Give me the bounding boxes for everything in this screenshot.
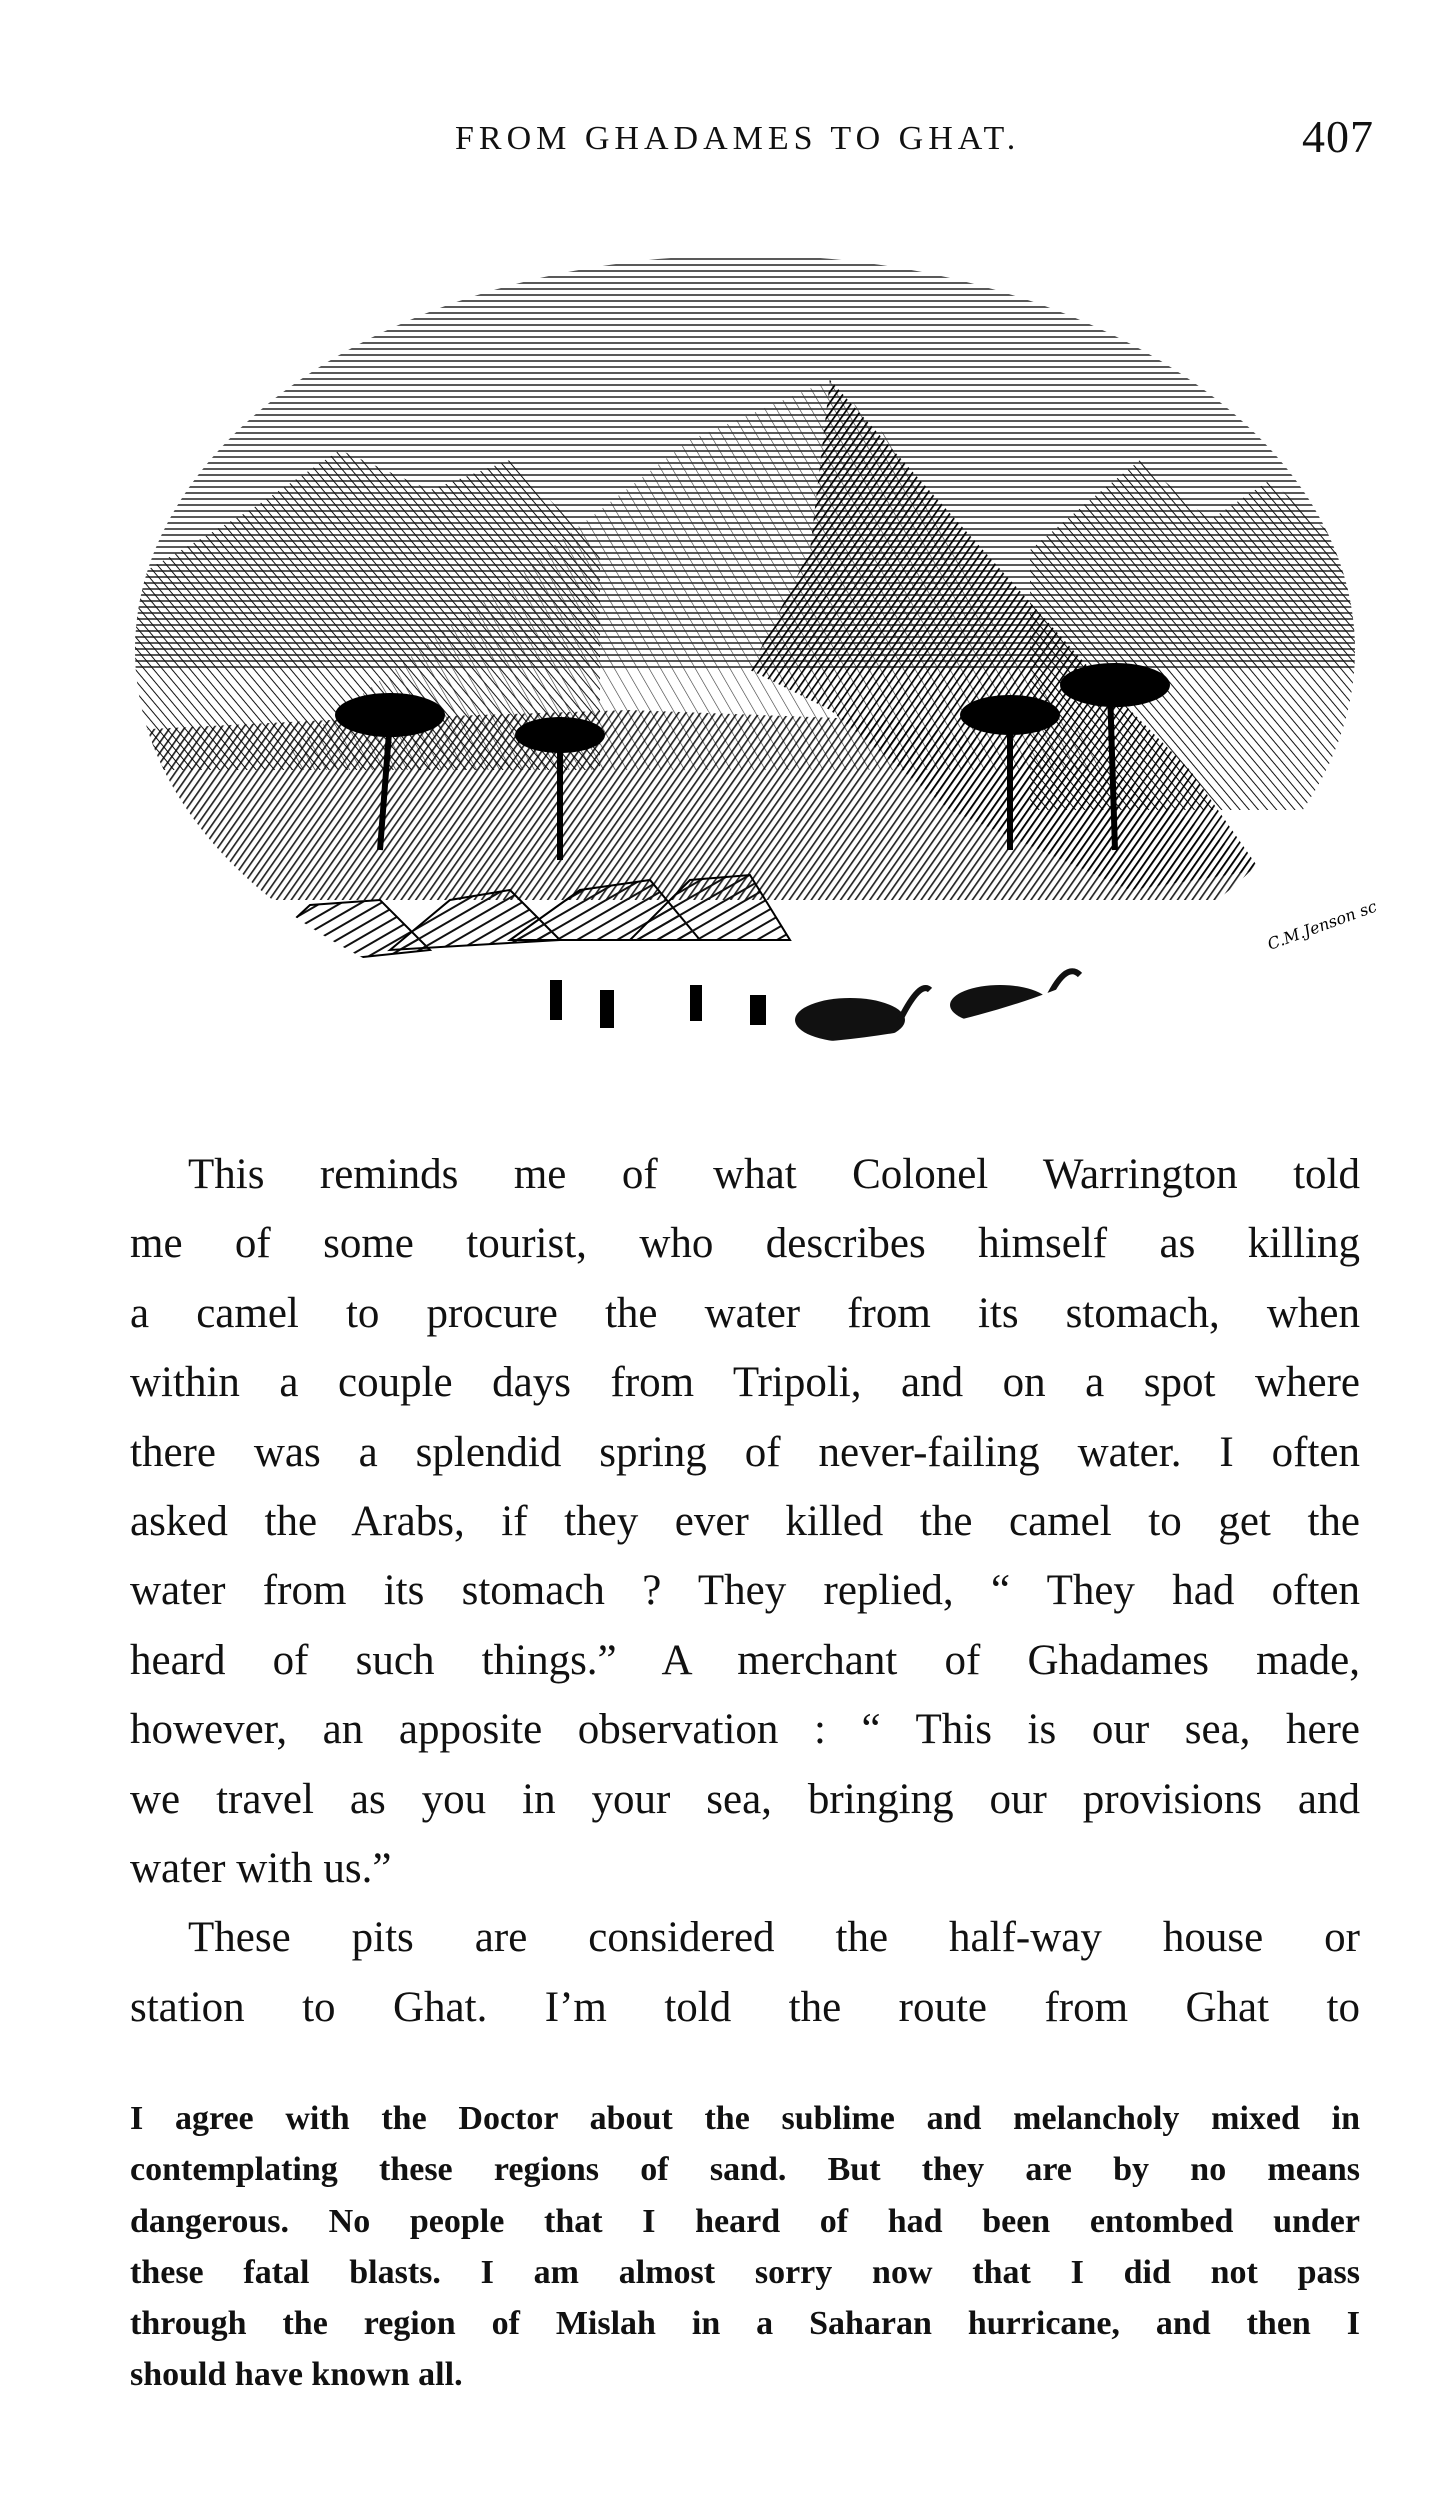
engraving-illustration xyxy=(130,250,1380,1090)
text-line: station to Ghat. I’m told the route from Ghat to xyxy=(130,1983,1360,2031)
paragraph-1 xyxy=(130,1140,1360,1903)
body-text xyxy=(130,1140,1360,2042)
text-line: This reminds me of what Colonel Warrington told xyxy=(188,1151,1360,1198)
text-line: however, an apposite observation : “ This is our sea, here xyxy=(130,1706,1360,1754)
text-line: water with us.” xyxy=(130,1845,392,1893)
footnote xyxy=(130,2093,1360,2401)
text-line: we travel as you in your sea, bringing our provisions and xyxy=(130,1775,1360,1823)
text-line: me of some tourist, who describes himself as killing xyxy=(130,1220,1360,1268)
footnote-line: I agree with the Doctor about the sublime and melancholy mixed in xyxy=(130,2100,1360,2137)
footnote-line: should have known all. xyxy=(130,2356,463,2394)
footnote-line: contemplating these regions of sand. But they are by no means xyxy=(130,2151,1360,2189)
text-line: a camel to procure the water from its stomach, when xyxy=(130,1289,1360,1337)
footnote-line: through the region of Mislah in a Saharan hurricane, and then I xyxy=(130,2305,1360,2343)
text-line: These pits are considered the half-way house or xyxy=(188,1914,1360,1962)
mountain-camp-engraving xyxy=(130,250,1380,1090)
text-line: water from its stomach ? They replied, “ They had often xyxy=(130,1567,1360,1615)
paragraph-2 xyxy=(130,1903,1360,2042)
footnote-line: dangerous. No people that I heard of had been entombed under xyxy=(130,2202,1360,2240)
footnote-line: these fatal blasts. I am almost sorry now that I did not pass xyxy=(130,2253,1360,2291)
text-line: there was a splendid spring of never-failing water. I often xyxy=(130,1428,1360,1476)
text-line: asked the Arabs, if they ever killed the camel to get the xyxy=(130,1498,1360,1546)
page-number: 407 xyxy=(1302,111,1374,162)
text-line: within a couple days from Tripoli, and on a spot where xyxy=(130,1359,1360,1407)
running-title: FROM GHADAMES TO GHAT. xyxy=(455,120,1021,157)
running-head xyxy=(0,110,1450,170)
engraver-signature: C.M.Jenson sc xyxy=(1264,896,1380,954)
text-line: heard of such things.” A merchant of Ghadames made, xyxy=(130,1636,1360,1684)
